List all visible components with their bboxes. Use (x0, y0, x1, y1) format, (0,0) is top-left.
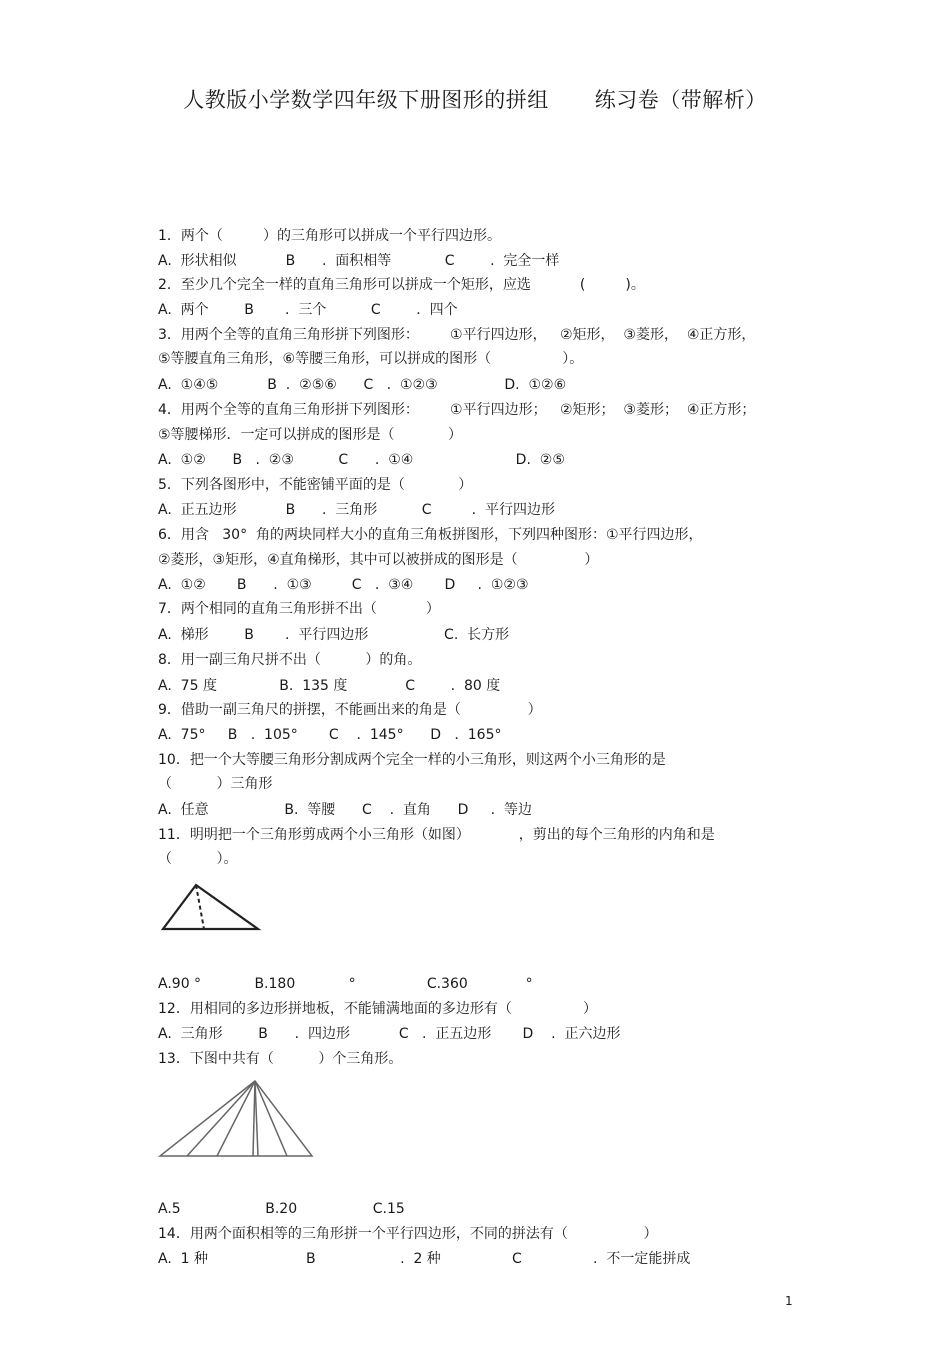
question-5: 5．下列各图形中，不能密铺平面的是（ ） (158, 477, 473, 493)
title-part-1: 人教版小学数学四年级下册图形的拼组 (183, 88, 549, 112)
question-8: 8．用一副三角尺拼不出（ ）的角。 (158, 652, 422, 668)
options-4: A. ①② B . ②③ C . ①④ D. ②⑤ (158, 452, 565, 468)
question-14: 14．用两个面积相等的三角形拼一个平行四边形，不同的拼法有（ ） (158, 1226, 658, 1242)
options-5: A. 正五边形 B . 三角形 C . 平行四边形 (158, 502, 555, 518)
options-9: A. 75° B . 105° C . 145° D . 165° (158, 727, 502, 743)
question-1: 1．两个（ ）的三角形可以拼成一个平行四边形。 (158, 228, 501, 244)
question-6-line-2: ②菱形，③矩形，④直角梯形，其中可以被拼成的图形是（ ） (158, 552, 599, 568)
figure-13-line-1 (187, 1081, 255, 1156)
question-11-line-2: （ ）。 (158, 851, 238, 867)
options-8: A. 75 度 B. 135 度 C . 80 度 (158, 678, 501, 694)
title-part-2: 练习卷（带解析） (594, 88, 767, 112)
figure-13-line-5 (255, 1081, 287, 1156)
page-number: 1 (785, 1294, 793, 1308)
options-1: A. 形状相似 B . 面积相等 C . 完全一样 (158, 253, 560, 269)
document-title (0, 84, 950, 114)
options-12: A. 三角形 B . 四边形 C . 正五边形 D . 正六边形 (158, 1026, 621, 1042)
question-3-line-1: 3．用两个全等的直角三角形拼下列图形： ①平行四边形， ②矩形， ③菱形， ④正方形， (158, 327, 756, 343)
options-6: A. ①② B . ①③ C . ③④ D . ①②③ (158, 577, 529, 593)
options-10: A. 任意 B. 等腰 C . 直角 D . 等边 (158, 802, 533, 818)
question-7: 7．两个相同的直角三角形拼不出（ ） (158, 601, 440, 617)
figure-11-cut-line (196, 885, 204, 929)
options-2: A. 两个 B . 三个 C . 四个 (158, 302, 458, 318)
question-9: 9．借助一副三角尺的拼摆，不能画出来的角是（ ） (158, 702, 542, 718)
figure-13-line-2 (217, 1081, 255, 1156)
options-3: A. ①④⑤ B . ②⑤⑥ C . ①②③ D. ①②⑥ (158, 377, 567, 393)
options-7: A. 梯形 B . 平行四边形 C. 长方形 (158, 627, 510, 643)
question-3-line-2: ⑤等腰直角三角形，⑥等腰三角形，可以拼成的图形（ ）。 (158, 351, 584, 367)
options-11: A.90 ° B.180 ° C.360 ° (158, 976, 533, 992)
figure-13-triangles (157, 1076, 317, 1162)
figure-13-line-4 (255, 1081, 258, 1156)
figure-11-triangle (160, 880, 262, 934)
options-13: A.5 B.20 C.15 (158, 1201, 405, 1217)
figure-11-outer-triangle (163, 885, 258, 929)
question-6-line-1: 6．用含 30° 角的两块同样大小的直角三角板拼图形，下列四种图形：①平行四边形， (158, 527, 703, 543)
question-4-line-1: 4．用两个全等的直角三角形拼下列图形： ①平行四边形； ②矩形； ③菱形； ④正方形； (158, 402, 756, 418)
options-14: A. 1 种 B . 2 种 C . 不一定能拼成 (158, 1251, 691, 1267)
question-11-line-1: 11．明明把一个三角形剪成两个小三角形（如图） ，剪出的每个三角形的内角和是 (158, 827, 715, 843)
question-13: 13．下图中共有（ ）个三角形。 (158, 1051, 403, 1067)
question-2: 2．至少几个完全一样的直角三角形可以拼成一个矩形，应选 ( )。 (158, 277, 645, 293)
question-10-line-1: 10．把一个大等腰三角形分割成两个完全一样的小三角形，则这两个小三角形的是 (158, 752, 666, 768)
question-4-line-2: ⑤等腰梯形．一定可以拼成的图形是（ ） (158, 427, 462, 443)
question-10-line-2: （ ）三角形 (158, 776, 273, 792)
question-12: 12．用相同的多边形拼地板，不能铺满地面的多边形有（ ） (158, 1001, 598, 1017)
